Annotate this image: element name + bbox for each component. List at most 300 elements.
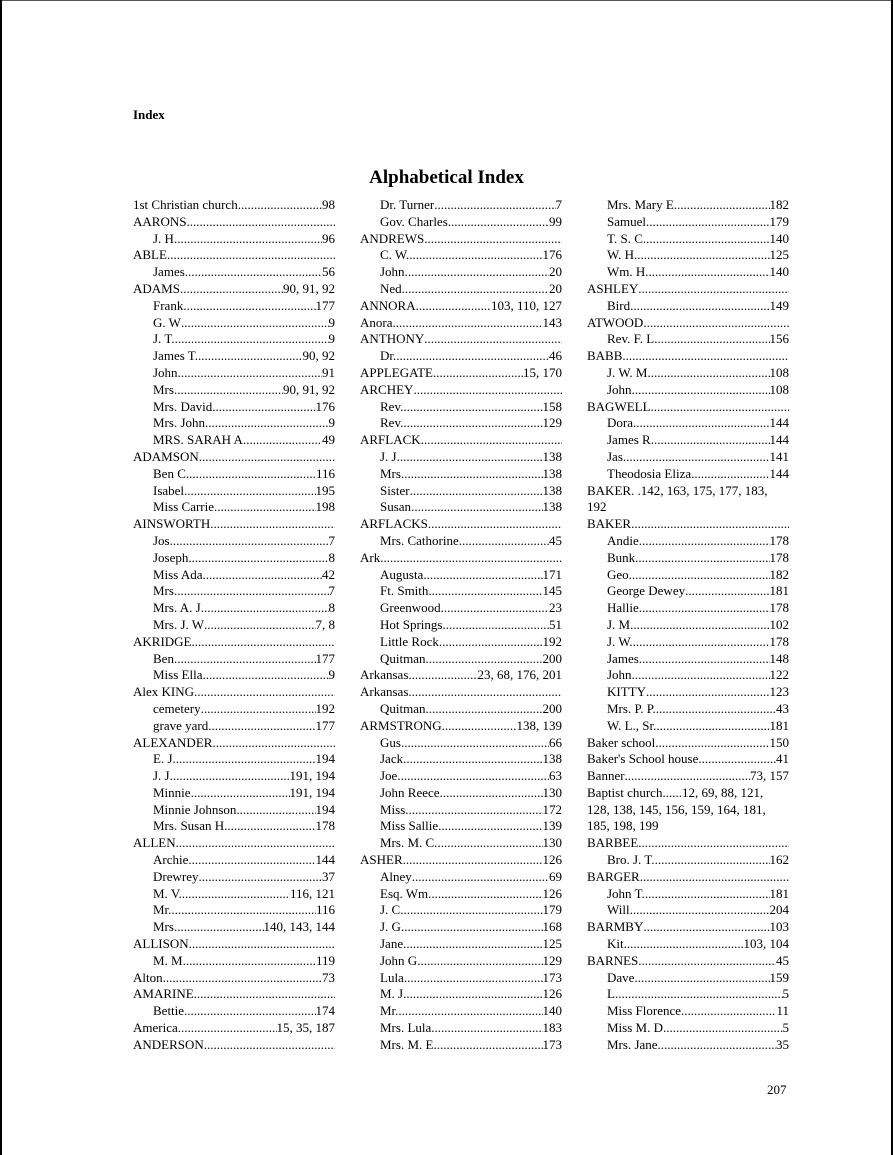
index-subentry	[360, 919, 562, 936]
entry-pages: 138	[542, 499, 562, 515]
entry-pages: 144	[315, 852, 335, 868]
entry-label: Mrs.	[380, 465, 405, 481]
entry-label: G. W	[153, 314, 181, 330]
entry-label: Miss Ella	[153, 667, 203, 683]
dot-leader	[198, 348, 302, 365]
dot-leader	[646, 684, 770, 701]
index-subentry	[133, 600, 335, 617]
entry-pages: 177	[315, 650, 335, 666]
dot-leader	[646, 231, 769, 248]
index-subentry	[360, 214, 562, 231]
entry-label: James	[607, 650, 639, 666]
index-subentry	[360, 751, 562, 768]
entry-pages: 122	[769, 667, 789, 683]
entry-label: J. M.	[607, 616, 634, 632]
dot-leader	[404, 466, 542, 483]
entry-pages: 15, 170	[523, 364, 562, 380]
entry-pages: 198	[315, 499, 335, 515]
index-entry	[587, 835, 789, 852]
entry-label: Mrs. A. J	[153, 600, 201, 616]
entry-pages: 45	[776, 952, 789, 968]
dot-leader	[437, 1037, 543, 1054]
entry-pages: 90, 92	[302, 348, 335, 364]
index-subentry	[133, 953, 335, 970]
dot-leader	[176, 835, 335, 852]
dot-leader	[639, 533, 770, 550]
entry-label: Mrs. David	[153, 398, 213, 414]
dot-leader	[186, 953, 316, 970]
dot-leader	[246, 432, 322, 449]
entry-label: Mr.	[153, 902, 172, 918]
dot-leader	[412, 869, 549, 886]
entry-label: Jane	[380, 936, 404, 952]
entry-label: Wm. H.	[607, 264, 649, 280]
dot-leader	[655, 735, 769, 752]
dot-leader	[638, 953, 776, 970]
entry-label: Archie	[153, 852, 189, 868]
entry-pages: 178	[769, 549, 789, 565]
entry-pages: 159	[769, 969, 789, 985]
dot-leader	[403, 415, 542, 432]
page-number: 207	[767, 1082, 787, 1097]
dot-leader	[405, 264, 549, 281]
index-column-3	[587, 197, 789, 1054]
entry-pages: 195	[315, 482, 335, 498]
dot-leader	[691, 466, 769, 483]
index-subentry	[587, 365, 789, 382]
index-subentry	[133, 751, 335, 768]
entry-label: ANNORA	[360, 297, 416, 313]
entry-pages: 176	[542, 247, 562, 263]
dot-leader	[431, 1020, 542, 1037]
entry-pages: 141	[769, 448, 789, 464]
entry-label: Rev. F. L.	[607, 331, 658, 347]
entry-label: MRS. SARAH A.	[153, 432, 247, 448]
running-header: Index	[133, 107, 165, 122]
entry-pages: 181	[769, 717, 789, 733]
dot-leader	[176, 751, 316, 768]
entry-pages: 123	[769, 684, 789, 700]
entry-label: AKRIDGE	[133, 633, 192, 649]
page-title: Alphabetical Index	[369, 167, 524, 188]
entry-pages: 56	[322, 264, 335, 280]
dot-leader	[634, 970, 769, 987]
index-subentry	[360, 348, 562, 365]
dot-leader	[398, 1003, 542, 1020]
entry-pages: 8	[328, 600, 335, 616]
entry-label: T. S. C.	[607, 230, 647, 246]
entry-pages: 179	[542, 902, 562, 918]
dot-leader	[205, 415, 328, 432]
entry-pages: 140	[769, 230, 789, 246]
index-subentry	[133, 331, 335, 348]
index-subentry	[587, 667, 789, 684]
entry-pages: 42	[322, 566, 335, 582]
dot-leader	[201, 701, 316, 718]
entry-label: Sister	[380, 482, 410, 498]
entry-label: ARMSTRONG	[360, 717, 442, 733]
index-subentry	[133, 483, 335, 500]
entry-pages: 7	[328, 583, 335, 599]
entry-pages: 37	[322, 868, 335, 884]
index-subentry	[133, 298, 335, 315]
index-subentry	[360, 818, 562, 835]
dot-leader	[186, 214, 335, 231]
entry-pages: 102	[769, 616, 789, 632]
index-entry	[133, 197, 335, 214]
entry-label: J. J.	[153, 768, 173, 784]
entry-pages: 130	[542, 835, 562, 851]
entry-pages: 7, 8	[315, 616, 335, 632]
dot-leader	[413, 382, 562, 399]
entry-label: Dr.	[380, 348, 397, 364]
entry-pages: 45	[549, 532, 562, 548]
dot-leader	[656, 701, 776, 718]
entry-label: AINSWORTH	[133, 516, 211, 532]
dot-leader	[185, 264, 322, 281]
entry-pages: 144	[769, 432, 789, 448]
entry-pages: 191, 194	[289, 768, 335, 784]
index-subentry	[360, 600, 562, 617]
dot-leader	[658, 1037, 776, 1054]
entry-label: Mrs. M. E.	[380, 1036, 437, 1052]
dot-leader	[420, 953, 542, 970]
index-subentry	[133, 785, 335, 802]
entry-label: BAKER	[587, 516, 632, 532]
dot-leader	[431, 886, 542, 903]
index-entry	[133, 970, 335, 987]
index-subentry	[587, 214, 789, 231]
entry-pages: 108	[769, 381, 789, 397]
entry-label: Mrs.	[153, 381, 178, 397]
index-subentry	[360, 902, 562, 919]
dot-leader	[428, 516, 562, 533]
dot-leader	[677, 197, 769, 214]
index-subentry	[133, 919, 335, 936]
index-subentry	[587, 298, 789, 315]
entry-pages: 143	[542, 314, 562, 330]
entry-pages: 46	[549, 348, 562, 364]
index-subentry	[587, 583, 789, 600]
entry-pages: 23, 68, 176, 201	[477, 667, 562, 683]
index-entry	[133, 735, 335, 752]
entry-label: America	[133, 1020, 178, 1036]
entry-label: BAKER. .142, 163, 175, 177, 183, 192	[587, 482, 768, 515]
entry-pages: 125	[542, 936, 562, 952]
entry-label: ADAMSON	[133, 448, 199, 464]
entry-label: BARMBY	[587, 919, 644, 935]
index-subentry	[133, 818, 335, 835]
dot-leader	[622, 348, 789, 365]
entry-label: Andie	[607, 532, 639, 548]
entry-label: Miss Sallie	[380, 818, 439, 834]
dot-leader	[643, 315, 789, 332]
entry-label: BARNES	[587, 952, 639, 968]
entry-label: ALLEN	[133, 835, 176, 851]
dot-leader	[654, 432, 770, 449]
index-subentry	[587, 382, 789, 399]
entry-label: J. C.	[380, 902, 404, 918]
dot-leader	[411, 499, 542, 516]
entry-pages: 35	[776, 1036, 789, 1052]
index-subentry	[587, 567, 789, 584]
entry-label: ARFLACK	[360, 432, 421, 448]
entry-pages: 138	[542, 448, 562, 464]
page-top-edge	[0, 0, 893, 1]
entry-label: Isabel	[153, 482, 185, 498]
entry-label: Jas.	[607, 448, 627, 464]
entry-label: Gus	[380, 734, 401, 750]
dot-leader	[403, 902, 542, 919]
index-subentry	[587, 231, 789, 248]
entry-label: BARGER	[587, 868, 640, 884]
index-entry	[133, 214, 335, 231]
entry-pages: 181	[769, 583, 789, 599]
entry-label: Rev.	[380, 398, 404, 414]
entry-label: Dora	[607, 415, 633, 431]
index-subentry	[133, 886, 335, 903]
index-subentry	[587, 1003, 789, 1020]
index-subentry	[133, 432, 335, 449]
entry-label: Susan	[380, 499, 412, 515]
entry-label: W. H.	[607, 247, 638, 263]
dot-leader	[189, 936, 335, 953]
index-entry	[133, 449, 335, 466]
entry-pages: 73, 157	[750, 768, 789, 784]
entry-label: Augusta	[380, 566, 424, 582]
dot-leader	[403, 751, 542, 768]
index-subentry	[360, 768, 562, 785]
index-subentry	[587, 466, 789, 483]
entry-label: Dave	[607, 969, 635, 985]
dot-leader	[681, 1003, 776, 1020]
index-entry	[133, 247, 335, 264]
index-entry	[587, 516, 789, 533]
index-subentry	[133, 1003, 335, 1020]
dot-leader	[437, 835, 542, 852]
dot-leader	[643, 919, 769, 936]
entry-pages: 162	[769, 852, 789, 868]
entry-label: ALLISON	[133, 936, 189, 952]
index-subentry	[360, 483, 562, 500]
entry-pages: 145	[542, 583, 562, 599]
entry-label: James	[153, 264, 185, 280]
entry-pages: 194	[315, 751, 335, 767]
entry-label: KITTY	[607, 684, 646, 700]
index-subentry	[133, 399, 335, 416]
entry-pages: 172	[542, 801, 562, 817]
index-entry	[360, 298, 562, 315]
index-subentry	[360, 986, 562, 1003]
dot-leader	[183, 298, 315, 315]
index-entry	[133, 684, 335, 701]
entry-label: M. M.	[153, 952, 186, 968]
dot-leader	[624, 936, 744, 953]
index-entry	[133, 986, 335, 1003]
entry-label: Alton	[133, 969, 163, 985]
index-entry	[133, 281, 335, 298]
entry-label: ANDERSON	[133, 1036, 204, 1052]
entry-label: AARONS	[133, 213, 187, 229]
entry-label: Joseph	[153, 549, 189, 565]
dot-leader	[214, 499, 315, 516]
index-entry	[360, 231, 562, 248]
index-subentry	[360, 651, 562, 668]
index-subentry	[360, 281, 562, 298]
index-entry	[587, 315, 789, 332]
index-subentry	[133, 415, 335, 432]
index-subentry	[360, 197, 562, 214]
dot-leader	[212, 735, 335, 752]
entry-label: Rev.	[380, 415, 404, 431]
entry-label: Mrs. Susan H.	[153, 818, 228, 834]
index-subentry	[133, 550, 335, 567]
index-subentry	[587, 415, 789, 432]
index-subentry	[587, 936, 789, 953]
dot-leader	[632, 667, 770, 684]
entry-label: Theodosia Eliza	[607, 465, 692, 481]
dot-leader	[423, 567, 542, 584]
index-subentry	[360, 466, 562, 483]
entry-label: J. G.	[380, 919, 405, 935]
entry-pages: 171	[542, 566, 562, 582]
index-subentry	[360, 953, 562, 970]
entry-pages: 15, 35, 187	[276, 1020, 335, 1036]
index-entry	[360, 684, 562, 701]
entry-pages: 66	[549, 734, 562, 750]
entry-pages: 191, 194	[289, 784, 335, 800]
entry-label: APPLEGATE	[360, 364, 433, 380]
entry-label: John	[607, 667, 632, 683]
entry-pages: 129	[542, 952, 562, 968]
entry-label: W. L., Sr.	[607, 717, 657, 733]
index-subentry	[360, 533, 562, 550]
dot-leader	[178, 1020, 277, 1037]
entry-pages: 204	[769, 902, 789, 918]
entry-label: Mrs.	[153, 919, 178, 935]
entry-label: Mrs. M. C.	[380, 835, 438, 851]
entry-label: George Dewey	[607, 583, 686, 599]
dot-leader	[396, 348, 549, 365]
entry-pages: 9	[328, 667, 335, 683]
index-entry	[133, 1020, 335, 1037]
index-subentry	[587, 247, 789, 264]
entry-pages: 9	[328, 415, 335, 431]
entry-pages: 177	[315, 717, 335, 733]
entry-label: Mrs.	[153, 583, 178, 599]
entry-label: Ned	[380, 280, 402, 296]
entry-label: J. T.	[153, 331, 175, 347]
index-subentry	[360, 449, 562, 466]
entry-label: Miss Florence	[607, 1003, 682, 1019]
dot-leader	[170, 533, 329, 550]
entry-pages: 179	[769, 213, 789, 229]
index-subentry	[360, 634, 562, 651]
dot-leader	[188, 852, 315, 869]
index-subentry	[587, 718, 789, 735]
index-column-2	[360, 197, 562, 1054]
entry-label: Anora	[360, 314, 393, 330]
entry-label: Mrs. Mary E.	[607, 197, 678, 212]
dot-leader	[410, 483, 543, 500]
index-subentry	[133, 617, 335, 634]
entry-pages: 192	[315, 700, 335, 716]
dot-leader	[439, 634, 543, 651]
dot-leader	[194, 986, 335, 1003]
dot-leader	[438, 818, 542, 835]
entry-label: AMARINE	[133, 986, 194, 1002]
dot-leader	[626, 449, 769, 466]
dot-leader	[655, 852, 770, 869]
entry-pages: 51	[549, 616, 562, 632]
index-subentry	[587, 600, 789, 617]
entry-label: BARBEE	[587, 835, 639, 851]
dot-leader	[434, 197, 555, 214]
dot-leader	[666, 1020, 782, 1037]
index-entry	[360, 550, 562, 567]
entry-pages: 139	[542, 818, 562, 834]
index-subentry	[587, 550, 789, 567]
entry-pages: 90, 91, 92	[283, 381, 335, 397]
dot-leader	[408, 667, 477, 684]
index-entry	[360, 382, 562, 399]
index-entry	[133, 516, 335, 533]
entry-pages: 9	[328, 331, 335, 347]
index-entry	[133, 936, 335, 953]
dot-leader	[194, 684, 335, 701]
entry-label: Miss Ada	[153, 566, 203, 582]
dot-leader	[180, 281, 283, 298]
entry-pages: 103, 110, 127	[490, 297, 562, 313]
dot-leader	[426, 701, 543, 718]
entry-label: Lula	[380, 969, 404, 985]
dot-leader	[631, 516, 789, 533]
index-entry	[360, 432, 562, 449]
entry-label: Baptist church......12, 69, 88, 121, 128, 138, 145, 156, 159, 164, 181, 185, 198, 199	[587, 784, 766, 834]
entry-label: Alney	[380, 868, 412, 884]
index-subentry	[587, 1020, 789, 1037]
dot-leader	[685, 583, 769, 600]
dot-leader	[408, 684, 562, 701]
entry-pages: 138, 139	[516, 717, 562, 733]
dot-leader	[416, 298, 491, 315]
entry-pages: 5	[782, 986, 789, 1002]
dot-leader	[657, 331, 769, 348]
dot-leader	[236, 802, 315, 819]
dot-leader	[428, 583, 542, 600]
index-entry	[587, 953, 789, 970]
index-entry	[360, 331, 562, 348]
entry-label: John Reece	[380, 784, 440, 800]
entry-label: John T.	[607, 885, 645, 901]
dot-leader	[646, 214, 770, 231]
entry-pages: 125	[769, 247, 789, 263]
entry-label: Dr. Turner	[380, 197, 435, 212]
entry-pages: 119	[315, 952, 335, 968]
index-subentry	[133, 718, 335, 735]
dot-leader	[442, 718, 517, 735]
entry-label: ASHER	[360, 852, 403, 868]
entry-label: Baker's School house	[587, 751, 699, 767]
entry-label: Frank	[153, 297, 184, 313]
dot-leader	[238, 197, 322, 214]
index-subentry	[587, 533, 789, 550]
index-entry	[360, 852, 562, 869]
entry-label: Ben C.	[153, 465, 190, 481]
entry-label: Gov. Charles	[380, 213, 448, 229]
entry-pages: 181	[769, 885, 789, 901]
entry-label: Bettie	[153, 1003, 185, 1019]
